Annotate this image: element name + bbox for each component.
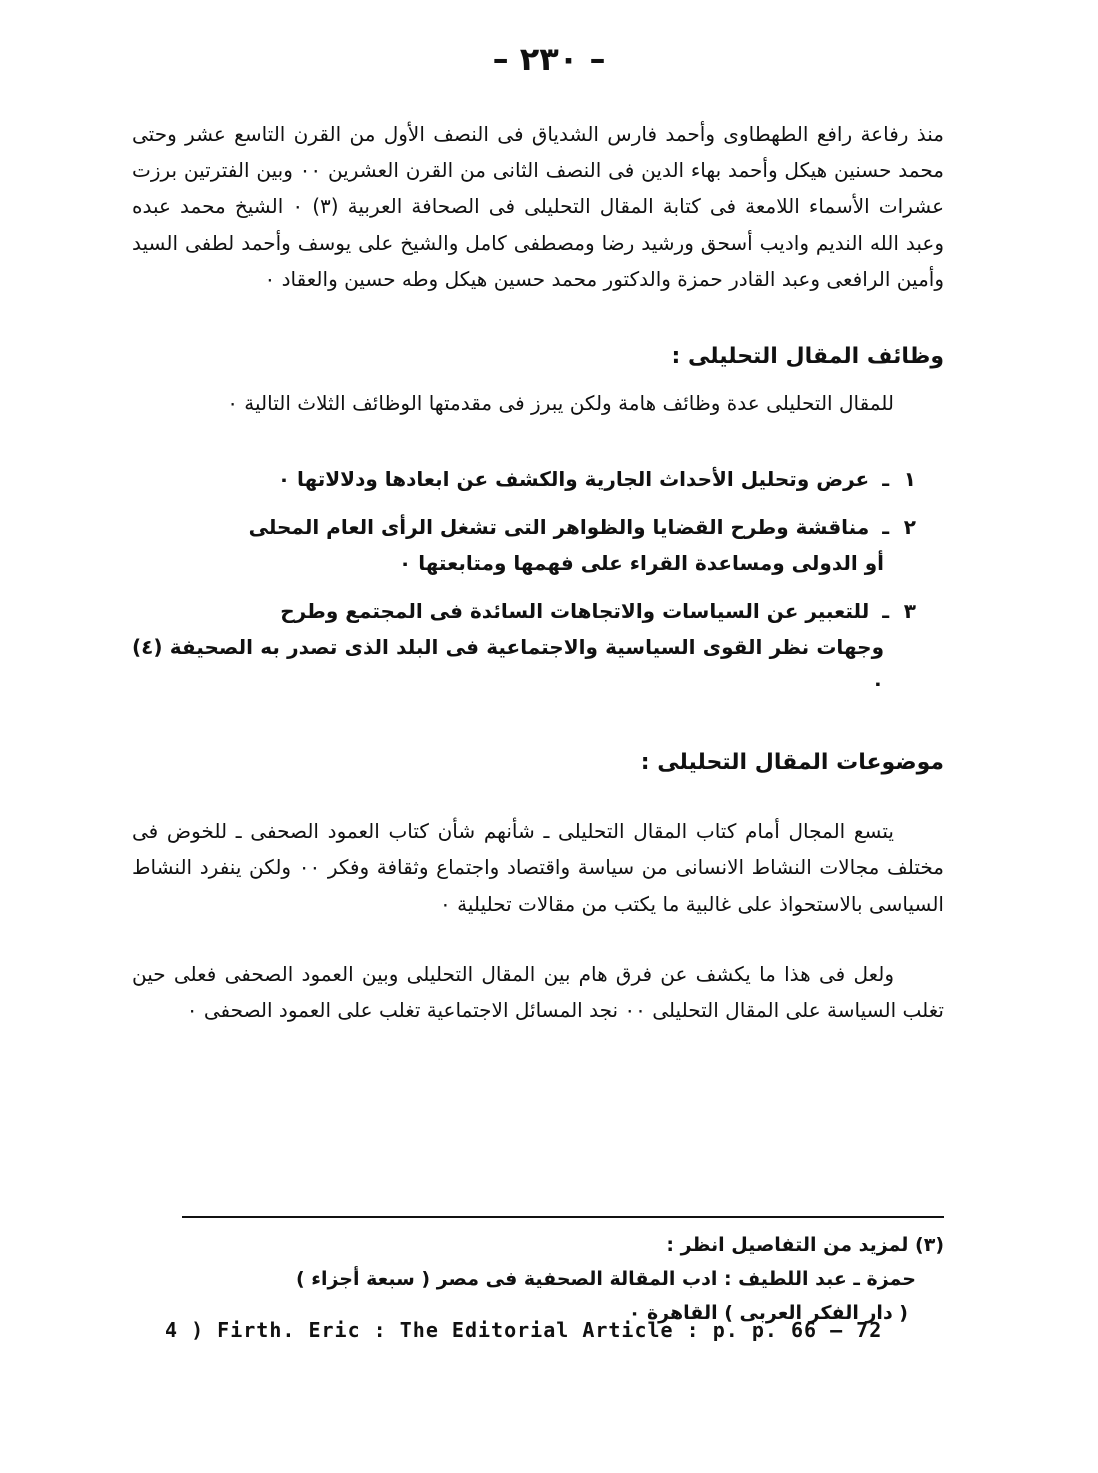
list-item-continuation: أو الدولى ومساعدة القراء على فهمها ومتابعتها ٠ bbox=[399, 551, 884, 576]
topics-paragraph-1: يتسع المجال أمام كتاب المقال التحليلى ـ شأنهم شأن كتاب العمود الصحفى ـ للخوض فى مختلف مجالات النشاط الانسانى من سياسة واقتصاد واجتماع وثقافة وفكر ٠٠ ولكن ينفرد النشاط السياسى بالاستحواذ على غالبية ما يكتب من مقالات تحليلية ٠ bbox=[132, 819, 944, 916]
footnote-3-citation: حمزة ـ عبد اللطيف : ادب المقالة الصحفية فى مصر ( سبعة أجزاء ) bbox=[295, 1268, 916, 1290]
list-item: ١ ـ عرض وتحليل الأحداث الجارية والكشف عن ابعادها ودلالاتها ٠ bbox=[132, 461, 944, 497]
list-item-number: ٣ bbox=[903, 599, 916, 624]
topics-paragraph-2: ولعل فى هذا ما يكشف عن فرق هام بين المقال التحليلى وبين العمود الصحفى فعلى حين تغلب السياسة على المقال التحليلى ٠٠ نجد المسائل الاجتماعية تغلب على العمود الصحفى ٠ bbox=[132, 961, 944, 1023]
footnote-divider bbox=[182, 1216, 944, 1218]
section-heading-topics: موضوعات المقال التحليلى : bbox=[640, 750, 944, 776]
footnotes bbox=[132, 1228, 944, 1330]
list-item-text: للتعبير عن السياسات والاتجاهات السائدة فى المجتمع وطرح bbox=[280, 599, 870, 624]
section-heading-functions: وظائف المقال التحليلى : bbox=[671, 344, 944, 370]
page-number: – ٢٣٠ – bbox=[492, 40, 606, 78]
footnote-3-heading: (٣) لمزيد من التفاصيل انظر : bbox=[666, 1234, 944, 1256]
footnote-4: 4 ) Firth. Eric : The Editorial Article : p. p. 66 — 72 bbox=[165, 1318, 883, 1342]
footnote-3-publisher: ( دار الفكر العربى ) القاهرة ٠ bbox=[628, 1302, 908, 1324]
intro-paragraph: منذ رفاعة رافع الطهطاوى وأحمد فارس الشدياق فى النصف الأول من القرن التاسع عشر وحتى محمد حسنين هيكل وأحمد بهاء الدين فى النصف الثانى من القرن العشرين ٠٠ وبين الفترتين برزت عشرات الأسماء اللامعة فى كتابة المقال التحليلى فى الصحافة العربية (٣) ٠ الشيخ محمد عبده وعبد الله النديم واديب أسحق ورشيد رضا ومصطفى كامل والشيخ على يوسف وأحمد لطفى السيد وأمين الرافعى وعبد القادر حمزة والدكتور محمد حسين هيكل وطه حسين والعقاد ٠ bbox=[132, 122, 945, 291]
list-item-number: ٢ bbox=[903, 515, 916, 540]
list-item-text: عرض وتحليل الأحداث الجارية والكشف عن ابعادها ودلالاتها ٠ bbox=[277, 467, 870, 492]
functions-list bbox=[132, 461, 944, 701]
list-item-text: مناقشة وطرح القضايا والظواهر التى تشغل الرأى العام المحلى bbox=[248, 515, 870, 540]
list-item-continuation: وجهات نظر القوى السياسية والاجتماعية فى البلد الذى تصدر به الصحيفة (٤) ٠ bbox=[132, 635, 884, 696]
list-item: ٢ ـ مناقشة وطرح القضايا والظواهر التى تشغل الرأى العام المحلى أو الدولى ومساعدة القراء على فهمها ومتابعتها ٠ bbox=[132, 509, 944, 581]
list-item-number: ١ bbox=[903, 467, 916, 492]
functions-lead-paragraph: للمقال التحليلى عدة وظائف هامة ولكن يبرز فى مقدمتها الوظائف الثلاث التالية ٠ bbox=[227, 391, 894, 416]
list-item: ٣ ـ للتعبير عن السياسات والاتجاهات السائدة فى المجتمع وطرح وجهات نظر القوى السياسية والاجتماعية فى البلد الذى تصدر به الصحيفة (٤) ٠ bbox=[132, 593, 944, 701]
page-body bbox=[132, 116, 944, 1028]
